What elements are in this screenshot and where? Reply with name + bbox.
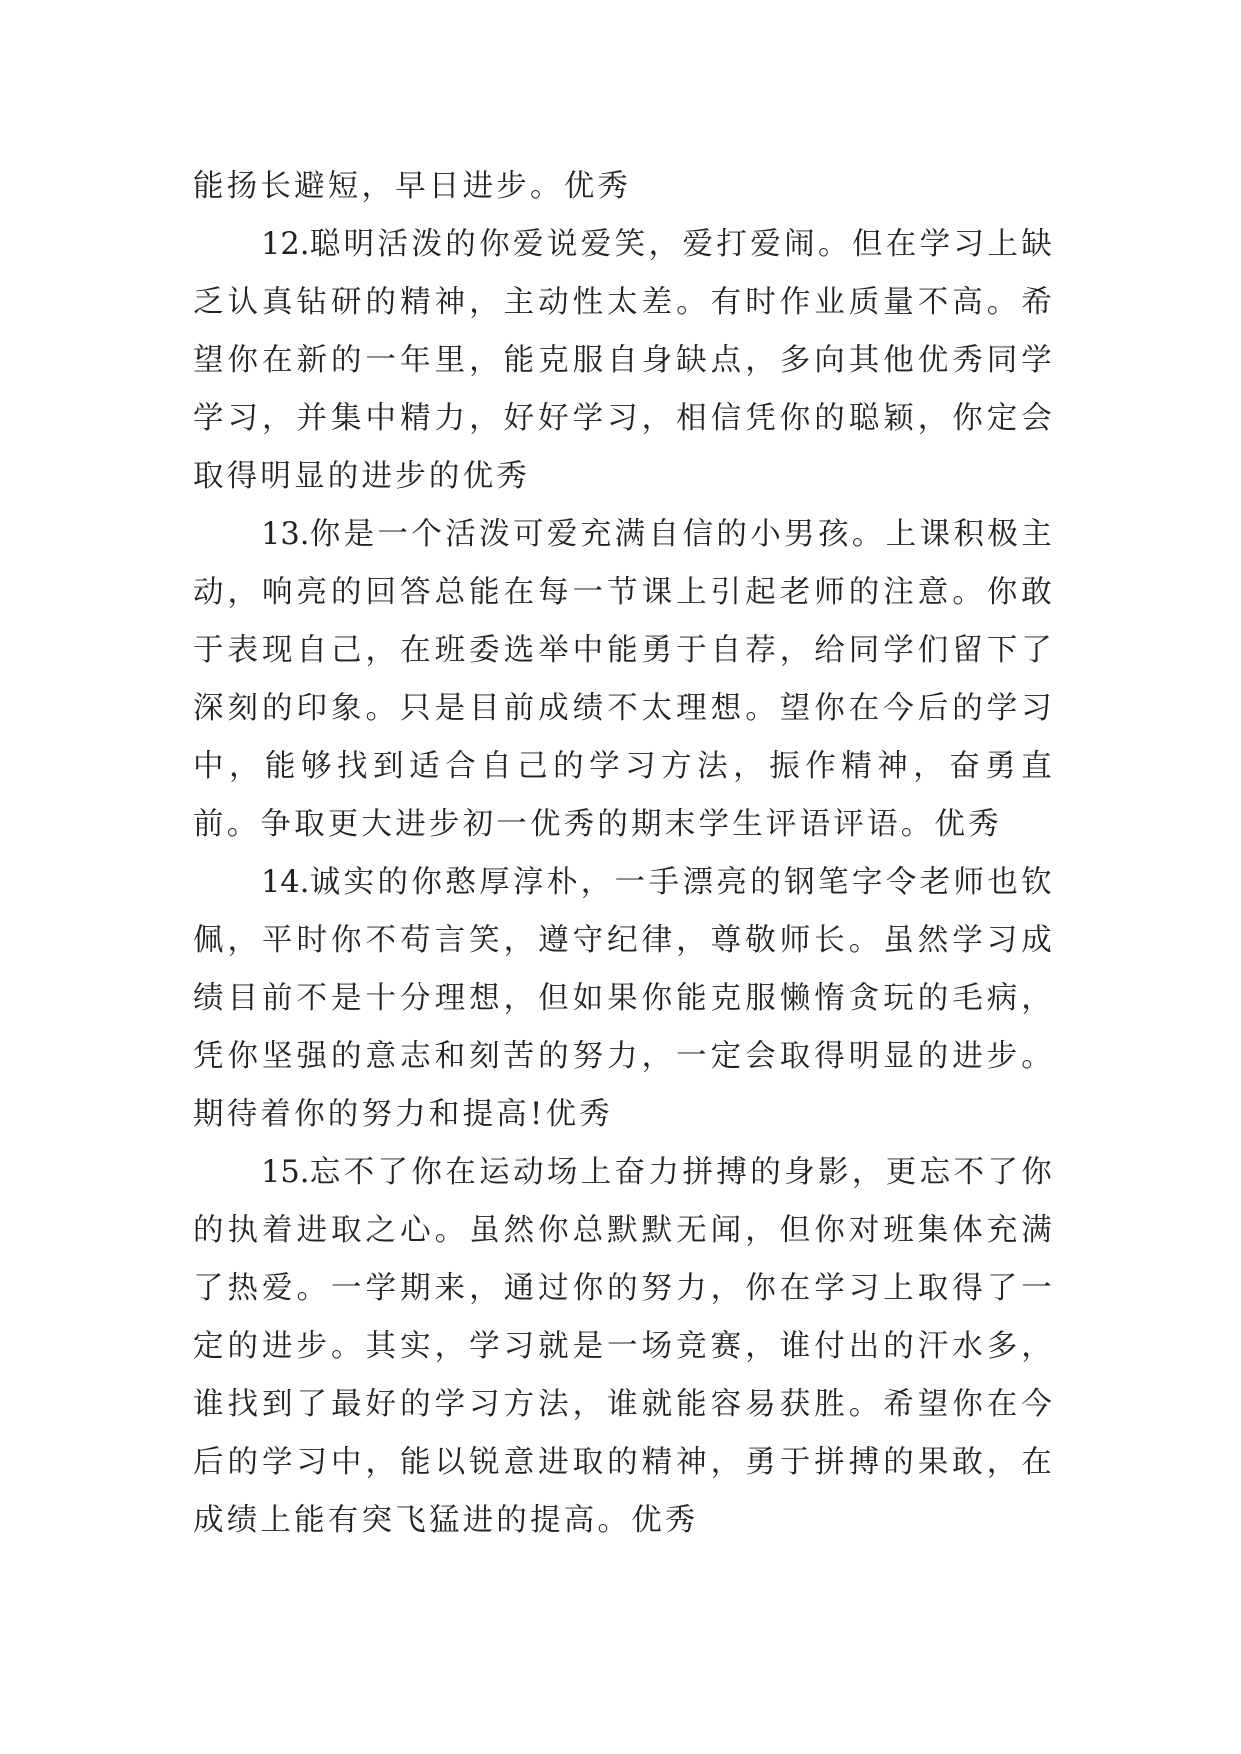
paragraph-text: 诚实的你憨厚淳朴，一手漂亮的钢笔字令老师也钦佩，平时你不苟言笑，遵守纪律，尊敬师长。虽然学习成绩目前不是十分理想，但如果你能克服懒惰贪玩的毛病，凭你坚强的意志和刻苦的努力，一定会取得明显的进步。期待着你的努力和提高!优秀 — [193, 865, 1055, 1132]
paragraph-continuation — [193, 158, 1055, 216]
paragraph-13 — [193, 506, 1055, 854]
paragraph-text: 能扬长避短，早日进步。优秀 — [193, 169, 632, 204]
paragraph-text: 忘不了你在运动场上奋力拼搏的身影，更忘不了你的执着进取之心。虽然你总默默无闻，但你对班集体充满了热爱。一学期来，通过你的努力，你在学习上取得了一定的进步。其实，学习就是一场竞赛，谁付出的汗水多，谁找到了最好的学习方法，谁就能容易获胜。希望你在今后的学习中，能以锐意进取的精神，勇于拼搏的果敢，在成绩上能有突飞猛进的提高。优秀 — [193, 1155, 1055, 1538]
paragraph-15 — [193, 1144, 1055, 1550]
paragraph-number: 13. — [261, 517, 310, 552]
paragraph-14 — [193, 854, 1055, 1144]
paragraph-number: 14. — [261, 865, 310, 900]
document-body — [193, 158, 1055, 1550]
paragraph-number: 12. — [261, 227, 310, 262]
paragraph-text: 聪明活泼的你爱说爱笑，爱打爱闹。但在学习上缺乏认真钻研的精神，主动性太差。有时作业质量不高。希望你在新的一年里，能克服自身缺点，多向其他优秀同学学习，并集中精力，好好学习，相信凭你的聪颖，你定会取得明显的进步的优秀 — [193, 227, 1055, 494]
paragraph-number: 15. — [261, 1155, 310, 1190]
paragraph-12 — [193, 216, 1055, 506]
paragraph-text: 你是一个活泼可爱充满自信的小男孩。上课积极主动，响亮的回答总能在每一节课上引起老师的注意。你敢于表现自己，在班委选举中能勇于自荐，给同学们留下了深刻的印象。只是目前成绩不太理想。望你在今后的学习中，能够找到适合自己的学习方法，振作精神，奋勇直前。争取更大进步初一优秀的期末学生评语评语。优秀 — [193, 517, 1055, 842]
